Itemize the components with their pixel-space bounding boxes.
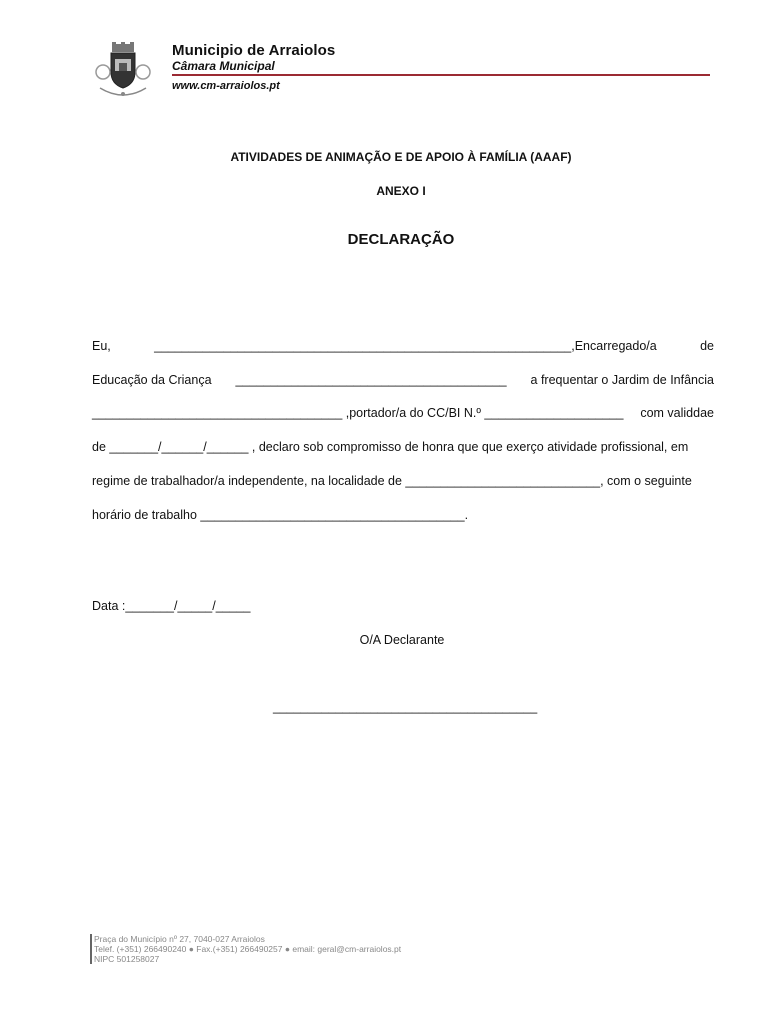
body-text: Eu,	[92, 339, 111, 353]
annex-title: ANEXO I	[376, 184, 426, 198]
footer-nipc: NIPC 501258027	[94, 954, 160, 964]
body-line-3	[92, 406, 714, 420]
body-text: de	[700, 339, 714, 353]
body-line-4: de _______/______/______ , declaro sob compromisso de honra que que exerço atividade profissional, em	[92, 440, 689, 454]
signature-line[interactable]: ______________________________________	[273, 700, 538, 714]
body-line-1	[92, 339, 714, 353]
municipal-crest-logo	[92, 42, 154, 102]
body-line-5: regime de trabalhador/a independente, na localidade de ____________________________, com o seguinte	[92, 474, 692, 488]
body-text: a frequentar o Jardim de Infância	[530, 373, 714, 387]
footer-contact-block	[90, 934, 401, 964]
organization-name: Municipio de Arraiolos	[172, 42, 336, 59]
website-link[interactable]: www.cm-arraiolos.pt	[172, 80, 280, 92]
id-fill-field[interactable]: ____________________________________ ,portador/a do CC/BI N.º ____________________	[92, 406, 624, 420]
footer-address: Praça do Município nº 27, 7040-027 Arraiolos	[94, 934, 265, 944]
body-line-6: horário de trabalho ______________________________________.	[92, 508, 469, 522]
date-field[interactable]: Data :_______/_____/_____	[92, 599, 251, 613]
body-line-2	[92, 373, 714, 387]
child-name-fill-field[interactable]: _______________________________________	[235, 373, 507, 387]
name-fill-field[interactable]: ____________________________________________________________,Encarregado/a	[154, 339, 657, 353]
body-text: com validdae	[640, 406, 714, 420]
program-title: ATIVIDADES DE ANIMAÇÃO E DE APOIO À FAMÍLIA (AAAF)	[230, 150, 572, 164]
declarant-label: O/A Declarante	[359, 633, 445, 647]
organization-subtitle: Câmara Municipal	[172, 59, 275, 73]
declaration-heading: DECLARAÇÃO	[347, 231, 455, 248]
body-text: Educação da Criança	[92, 373, 212, 387]
header-divider	[172, 74, 710, 76]
footer-contacts: Telef. (+351) 266490240 ● Fax.(+351) 266490257 ● email: geral@cm-arraiolos.pt	[94, 944, 402, 954]
